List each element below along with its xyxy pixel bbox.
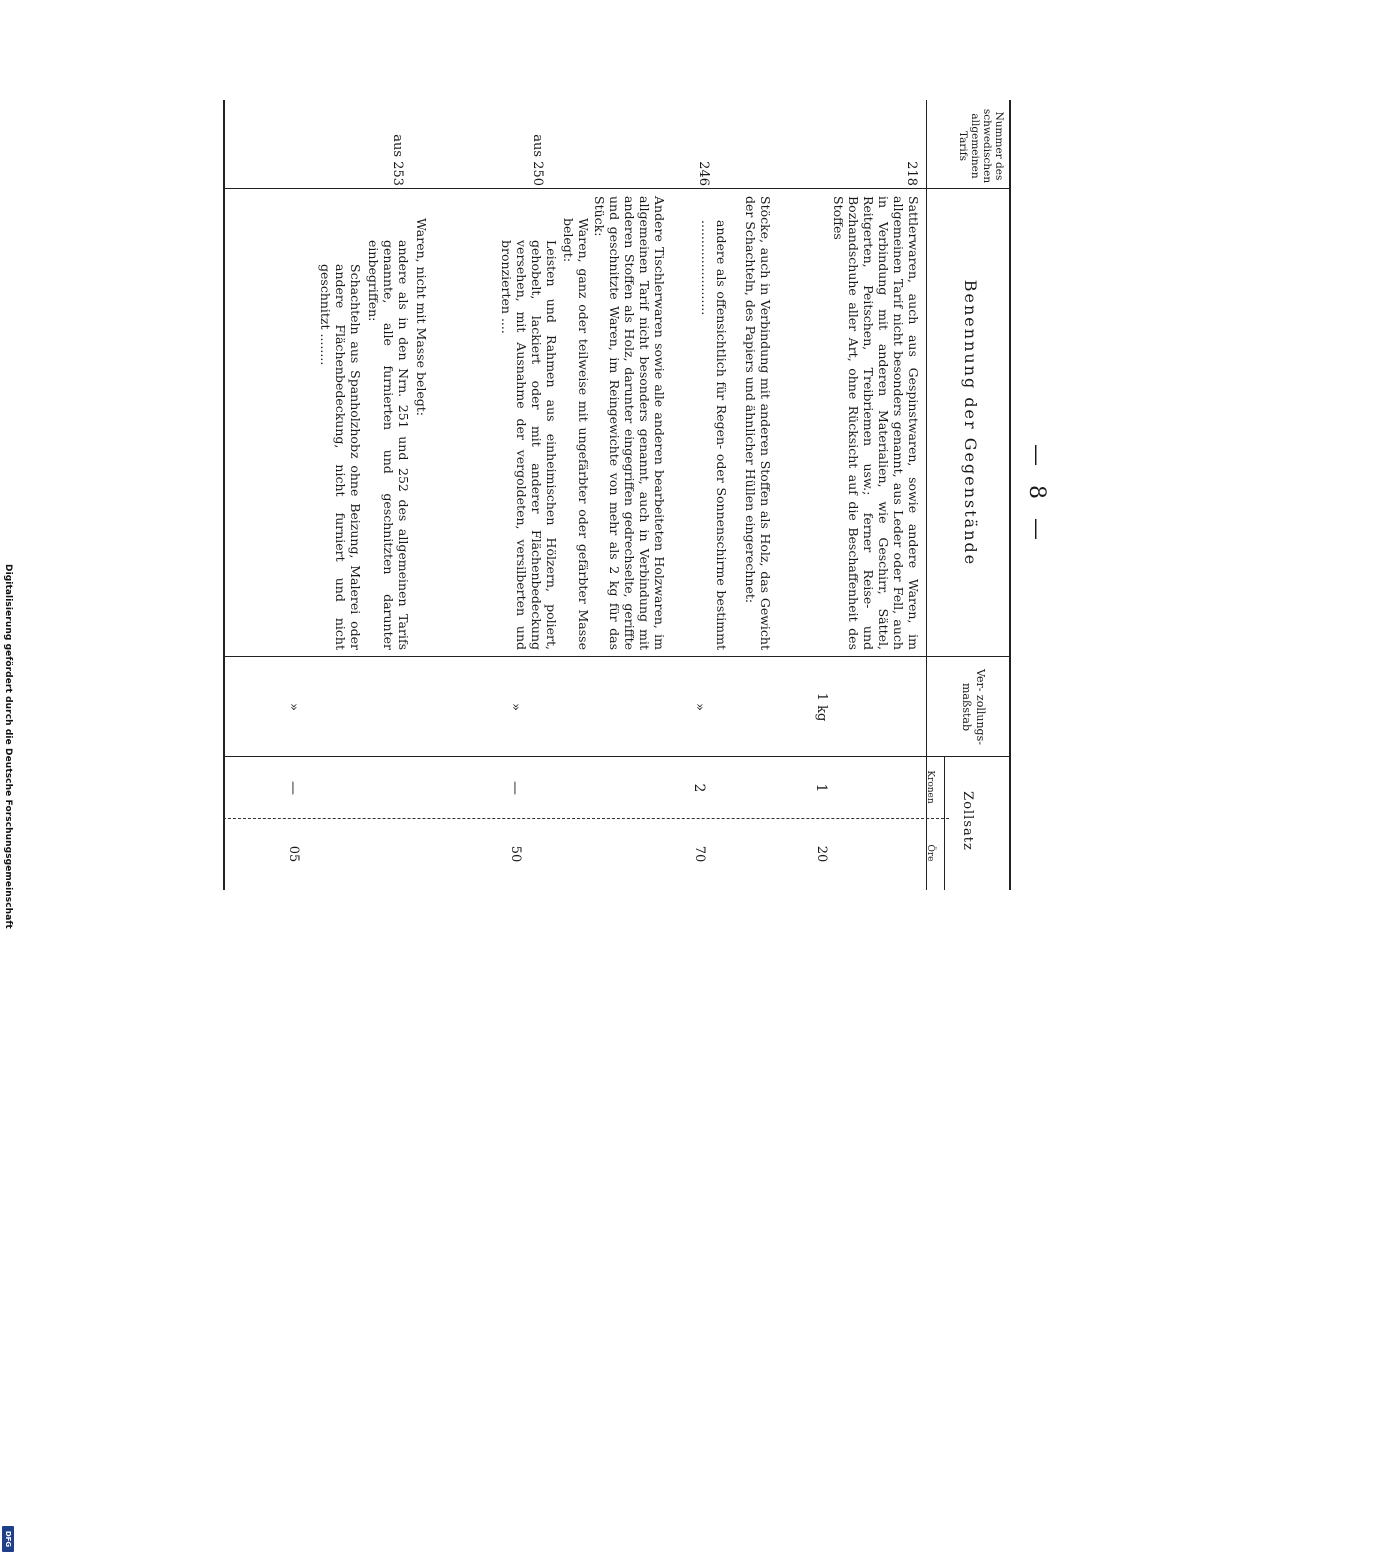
row-ore: 70 <box>692 845 707 863</box>
row-unit: » <box>508 703 523 711</box>
row-kronen: — <box>507 781 523 795</box>
row-number: 218 <box>904 161 919 186</box>
table-bottom-rule <box>223 100 225 890</box>
header-measure: Ver- zollungs- maßstab <box>960 669 987 745</box>
row-number: aus 253 <box>390 134 405 186</box>
tariff-table <box>223 100 1011 890</box>
column-rule <box>223 818 949 819</box>
row-subitem: andere als offensichtlich für Regen- oder Sonnenschirme bestimmt ........................ <box>699 220 729 650</box>
row-subitem-detail: Schachteln aus Spanholzhobz ohne Beizung, Malerei oder andere Flächenbedeckung, nicht furniert und nicht geschnitzt ........ <box>318 264 363 650</box>
row-subitem: Waren, ganz oder teilweise mit ungefärbter oder gefärbter Masse belegt: <box>561 218 591 650</box>
dfg-logo <box>2 1526 14 1552</box>
row-unit: » <box>692 703 707 711</box>
row-description: Stöcke, auch in Verbindung mit anderen Stoffen als Holz, das Gewicht der Schachteln, des Papiers und ähnlicher Hüllen eingerechnet: <box>743 196 773 650</box>
row-unit: 1 kg <box>814 692 829 722</box>
row-number: 246 <box>696 161 711 186</box>
row-description: Waren, nicht mit Masse belegt: <box>414 218 429 417</box>
header-duty-rate: Zollsatz <box>960 791 975 851</box>
row-ore: 50 <box>508 845 523 863</box>
row-description: Sattlerwaren, auch aus Gespinstwaren, sowie andere Waren, im allgemeinen Tarif nicht besonders genannt, aus Leder oder Fell, auch in Verbindung mit anderen Materialien, wie Geschirr, Sättel, Reitgerten, Peitschen, Treibriemen usw.; ferner Reise- und Bozhandschuhe aller Art, ohne Rücksicht auf die Beschaffenheit des Stoffes <box>831 196 921 650</box>
side-note-text: Digitalisierung gefördert durch die Deutsche Forschungsgemeinschaft <box>3 564 13 929</box>
column-rule <box>223 756 1011 757</box>
document-page <box>223 100 1123 890</box>
header-sub-rule <box>944 756 945 890</box>
page-number: — 8 — <box>1024 444 1049 546</box>
column-rule <box>223 188 1011 189</box>
row-kronen: 1 <box>813 783 829 793</box>
row-number: aus 250 <box>530 134 545 186</box>
row-unit: » <box>286 703 301 711</box>
row-description: Andere Tischlerwaren sowie alle anderen bearbeiteten Holzwaren, im allgemeinen Tarif nicht besonders genannt, auch in Verbindung mit anderen Stoffen als Holz, darunter eingegriffen gedrechselte, geriffte und geschnitzte Waren, im Reingewichte von mehr als 2 kg für das Stück: <box>592 196 667 650</box>
header-number: Nummer des schwedischen allgemeinen Tarifs <box>957 108 1005 184</box>
row-kronen: 2 <box>691 783 707 793</box>
row-subitem: andere als in den Nrn. 251 und 252 des allgemeinen Tarifs genannte, alle furnierten und geschnitzten darunter einbegriffen: <box>366 240 411 650</box>
dfg-logo-text: DFG <box>4 1530 12 1548</box>
row-subitem-detail: Leisten und Rahmen aus einheimischen Hölzern, poliert, gehobelt, lackiert oder mit anderer Flächenbedeckung versehen, mit Ausnahme der vergoldeten, versilberten und bronzierten .... <box>499 240 559 650</box>
side-note <box>0 560 16 1548</box>
header-kronen: Kronen <box>925 770 935 804</box>
header-description: Benennung der Gegenstände <box>961 279 980 567</box>
row-kronen: — <box>285 781 301 795</box>
row-ore: 20 <box>814 845 829 863</box>
column-rule <box>223 656 1011 657</box>
header-ore: Öre <box>925 844 935 862</box>
row-ore: 05 <box>286 845 301 863</box>
